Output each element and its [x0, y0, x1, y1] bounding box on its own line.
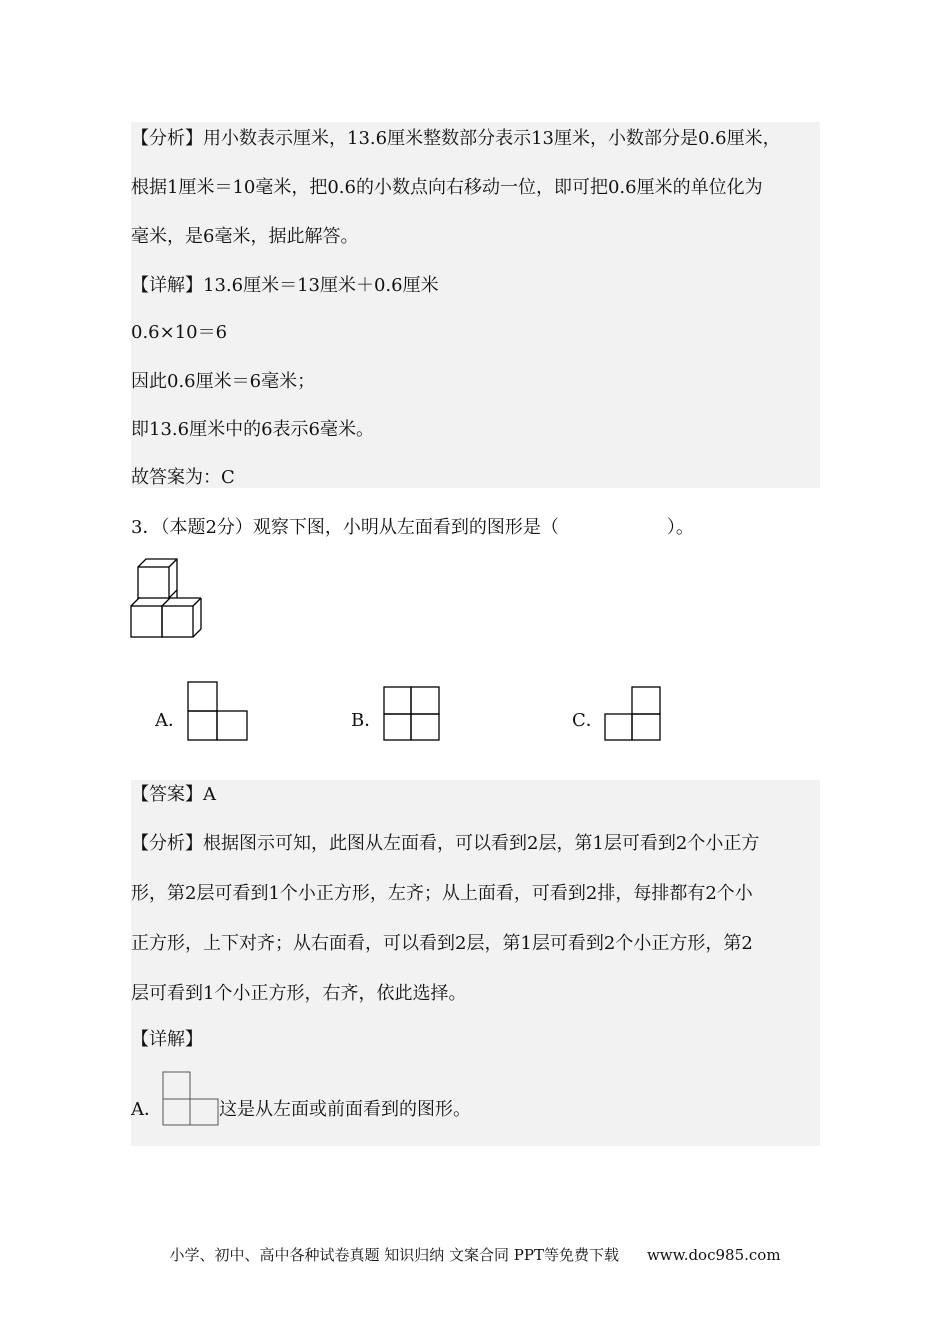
- detail-header: 【详解】: [131, 1029, 203, 1050]
- option-a-shape: [187, 681, 249, 741]
- analysis-line: 【分析】根据图示可知，此图从左面看，可以看到2层，第1层可看到2个小正方: [131, 833, 760, 854]
- detail-line: 即13.6厘米中的6表示6毫米。: [131, 419, 374, 440]
- analysis-line: 形，第2层可看到1个小正方形，左齐；从上面看，可看到2排，每排都有2个小: [131, 883, 753, 904]
- answer-line: 故答案为：C: [131, 467, 235, 488]
- page-footer: [0, 1244, 950, 1266]
- detail-line: 0.6×10＝6: [131, 322, 228, 343]
- option-b-label: B．: [351, 710, 383, 731]
- detail-a-shape: [162, 1071, 220, 1127]
- detail-a-label: A．: [131, 1099, 162, 1120]
- footer-url: www.doc985.com: [646, 1246, 781, 1264]
- analysis-line: 层可看到1个小正方形，右齐，依此选择。: [131, 983, 467, 1004]
- option-a-label: A．: [155, 710, 186, 731]
- footer-text: 小学、初中、高中各种试卷真题 知识归纳 文案合同 PPT等免费下载: [169, 1246, 619, 1264]
- answer-line: 【答案】A: [131, 784, 216, 805]
- cube-stack-figure: [130, 559, 212, 639]
- analysis-line: 毫米，是6毫米，据此解答。: [131, 226, 359, 247]
- detail-a-text: 这是从左面或前面看到的图形。: [219, 1099, 471, 1120]
- option-c-label: C．: [572, 710, 604, 731]
- option-c-shape: [604, 686, 662, 742]
- detail-line: 因此0.6厘米＝6毫米；: [131, 371, 316, 392]
- analysis-line: 【分析】用小数表示厘米，13.6厘米整数部分表示13厘米，小数部分是0.6厘米，: [131, 128, 781, 149]
- analysis-line: 根据1厘米＝10毫米，把0.6的小数点向右移动一位，即可把0.6厘米的单位化为: [131, 177, 763, 198]
- question-3-text: 3．（本题2分）观察下图，小明从左面看到的图形是（ ）。: [131, 517, 694, 538]
- option-b-shape: [383, 686, 441, 742]
- analysis-line: 正方形，上下对齐；从右面看，可以看到2层，第1层可看到2个小正方形，第2: [131, 933, 753, 954]
- detail-line: 【详解】13.6厘米＝13厘米＋0.6厘米: [131, 275, 439, 296]
